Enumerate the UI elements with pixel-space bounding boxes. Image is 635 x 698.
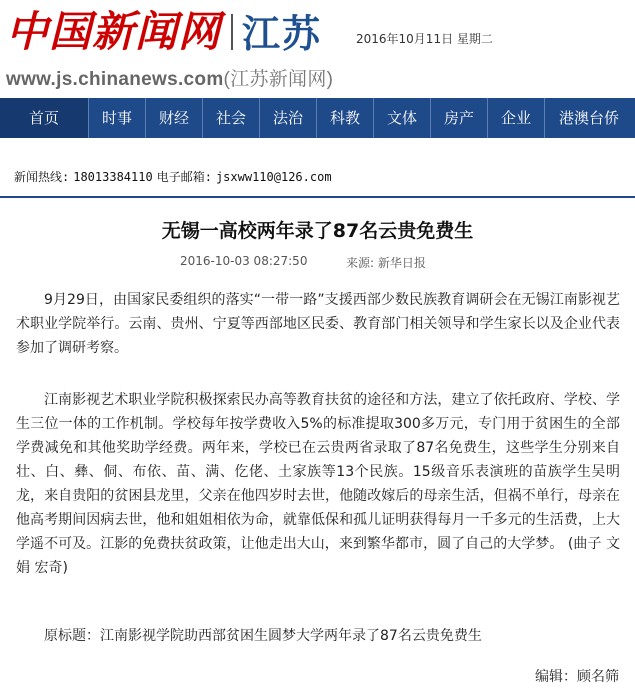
article-editor: 编辑：顾名筛 [535,669,619,685]
nav-item-property[interactable]: 房产 [443,109,474,127]
article-original-title: 原标题：江南影视学院助西部贫困生圆梦大学两年录了87名云贵免费生 [44,628,482,644]
article-time: 2016-10-03 08:27:50 [180,254,308,268]
main-nav [0,98,635,138]
logo-divider [231,14,233,50]
hotline-label: 新闻热线: [14,170,70,184]
nav-item-business[interactable]: 企业 [500,109,531,127]
nav-item-finance[interactable]: 财经 [158,109,189,127]
nav-item-hk-macau-tw[interactable]: 港澳台侨 [558,109,619,127]
nav-item-home[interactable]: 首页 [0,98,88,138]
email-address[interactable]: jsxww110@126.com [215,170,332,184]
channel-logo[interactable]: 江苏 [242,12,323,56]
site-url-text: www.js.chinanews.com [6,69,224,90]
nav-item-culture[interactable]: 文体 [386,109,417,127]
header-date: 2016年10月11日 星期二 [356,32,493,46]
nav-item-scitech[interactable]: 科教 [329,109,360,127]
site-header [0,0,635,98]
nav-item-law[interactable]: 法治 [272,109,303,127]
article-paragraph: 江南影视艺术职业学院积极探索民办高等教育扶贫的途径和方法，建立了依托政府、学校、学生三位一体的工作机制。学校每年按学费收入5%的标准提取300多万元，专门用于贫困生的全部学费减免和其他奖助学经费。两年来，学校已在云贵两省录取了87名免费生，这些学生分别来自壮、白、彝、侗、布依、苗、满、仡佬、土家族等13个民族。15级音乐表演班的苗族学生吴明龙，来自贵阳的贫困县龙里，父亲在他四岁时去世，他随改嫁后的母亲生活，但祸不单行，母亲在他高考期间因病去世，他和姐姐相依为命，就靠低保和孤儿证明获得每月一千多元的生活费，上大学遥不可及。江影的免费扶贫政策，让他走出大山，来到繁华都市，圆了自己的大学梦。 (曲子 文娟 宏奇) [16,392,620,576]
article-source: 来源: 新华日报 [346,256,426,270]
nav-item-society[interactable]: 社会 [215,109,246,127]
hotline-number: 18013384110 [73,170,153,184]
site-url-name: (江苏新闻网) [223,69,334,90]
article-title: 无锡一高校两年录了87名云贵免费生 [161,220,474,242]
site-url[interactable] [6,64,333,91]
article [0,198,635,698]
contact-line [14,168,336,185]
nav-item-current[interactable]: 时事 [101,109,132,127]
article-paragraph: 9月29日，由国家民委组织的落实“一带一路”支援西部少数民族教育调研会在无锡江南影视艺术职业学院举行。云南、贵州、宁夏等西部地区民委、教育部门相关领导和学生家长以及企业代表参加了调研考察。 [16,292,620,356]
email-label: 电子邮箱: [156,170,212,184]
site-logo[interactable]: 中国新闻网 [6,7,222,56]
